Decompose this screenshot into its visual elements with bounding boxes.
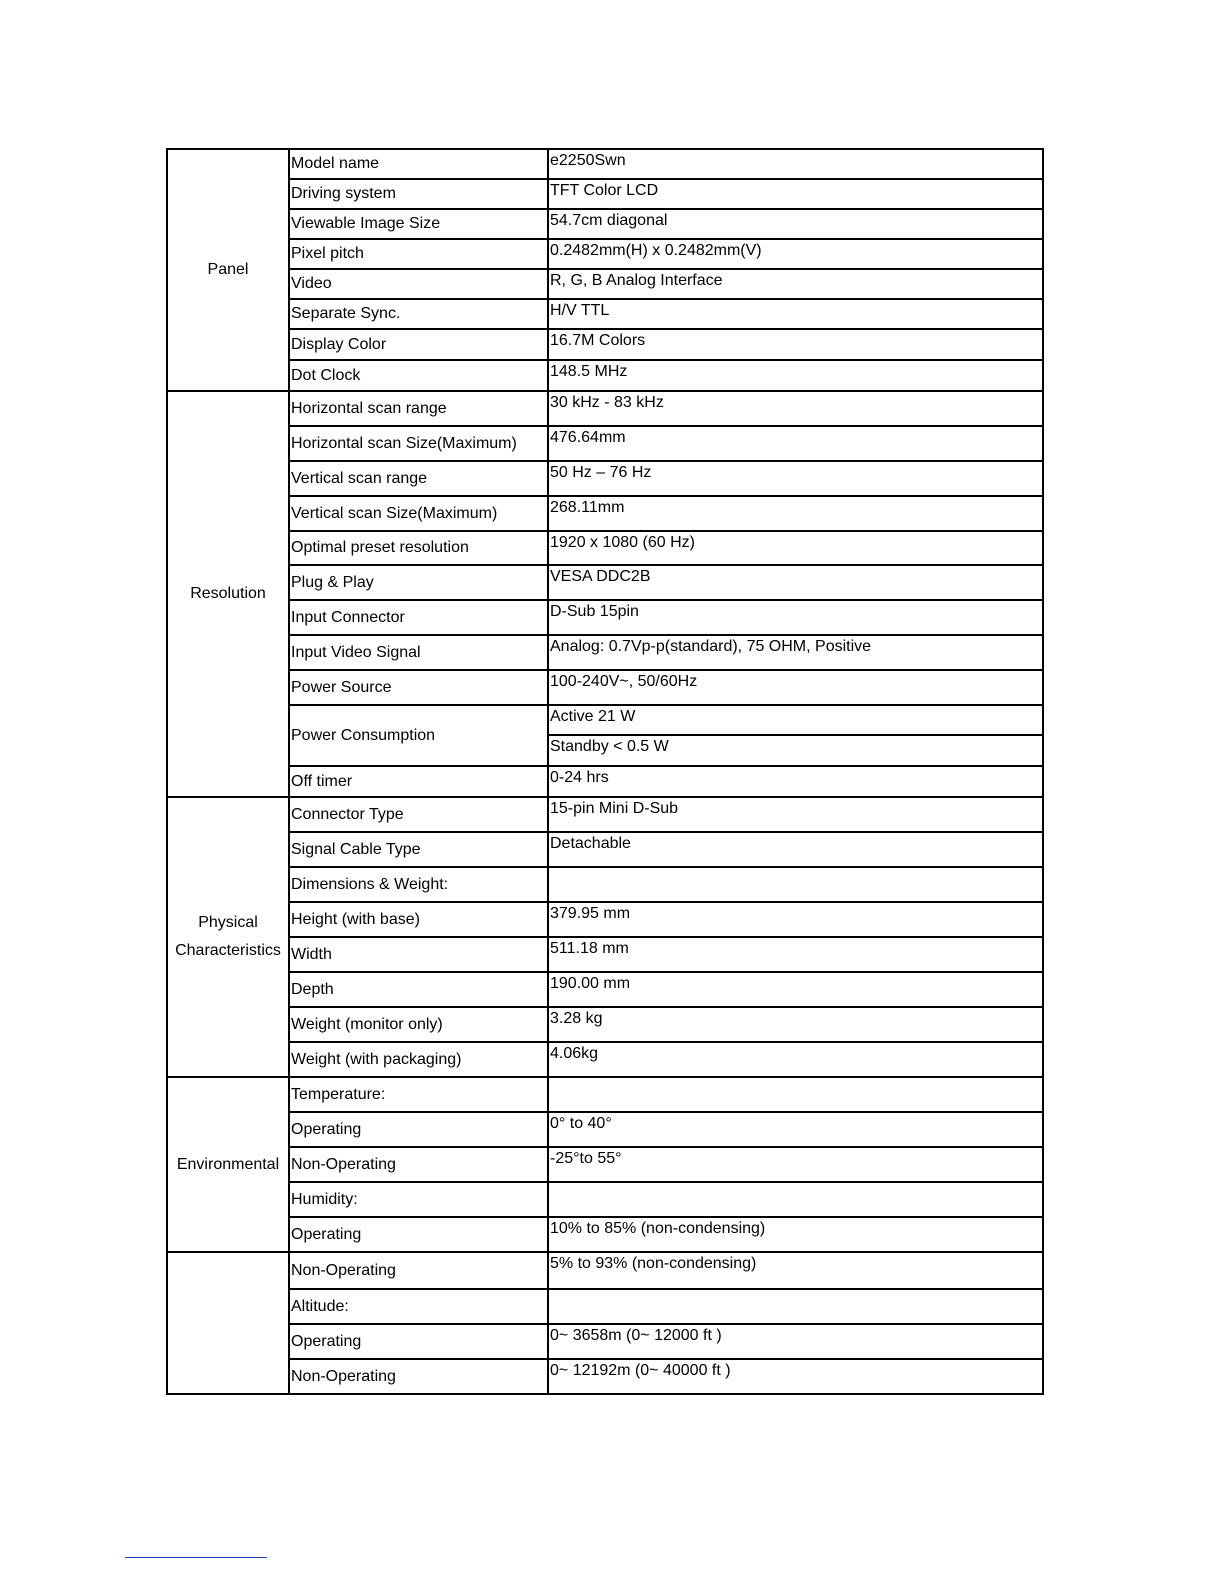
spec-label: Operating xyxy=(289,1217,548,1252)
spec-value: 100-240V~, 50/60Hz xyxy=(548,670,1043,705)
spec-label: Height (with base) xyxy=(289,902,548,937)
spec-label: Optimal preset resolution xyxy=(289,531,548,565)
section-title xyxy=(167,1252,289,1394)
table-row xyxy=(167,269,1043,299)
table-row xyxy=(167,705,1043,735)
spec-label: Horizontal scan Size(Maximum) xyxy=(289,426,548,461)
table-row xyxy=(167,299,1043,329)
section-title: Physical Characteristics xyxy=(167,797,289,1077)
table-row xyxy=(167,635,1043,670)
section-title: Environmental xyxy=(167,1077,289,1252)
spec-table-container xyxy=(166,148,1042,1395)
table-row xyxy=(167,867,1043,902)
spec-label: Weight (with packaging) xyxy=(289,1042,548,1077)
table-row xyxy=(167,902,1043,937)
spec-label: Vertical scan Size(Maximum) xyxy=(289,496,548,531)
spec-value: 5% to 93% (non-condensing) xyxy=(548,1252,1043,1289)
spec-label: Plug & Play xyxy=(289,565,548,600)
table-row xyxy=(167,391,1043,426)
spec-label: Power Source xyxy=(289,670,548,705)
table-row xyxy=(167,797,1043,832)
section-title: Resolution xyxy=(167,391,289,797)
spec-label: Vertical scan range xyxy=(289,461,548,496)
spec-label: Non-Operating xyxy=(289,1252,548,1289)
table-row xyxy=(167,209,1043,239)
table-row xyxy=(167,972,1043,1007)
spec-value: 0-24 hrs xyxy=(548,766,1043,797)
table-row xyxy=(167,670,1043,705)
table-row xyxy=(167,1324,1043,1359)
spec-label: Depth xyxy=(289,972,548,1007)
table-row xyxy=(167,1289,1043,1324)
spec-value xyxy=(548,1077,1043,1112)
spec-value: 4.06kg xyxy=(548,1042,1043,1077)
footnote-rule xyxy=(125,1557,267,1558)
spec-label: Non-Operating xyxy=(289,1147,548,1182)
table-row xyxy=(167,1182,1043,1217)
table-row xyxy=(167,179,1043,209)
table-row xyxy=(167,600,1043,635)
table-row xyxy=(167,1252,1043,1289)
table-row xyxy=(167,766,1043,797)
spec-value: 0° to 40° xyxy=(548,1112,1043,1147)
spec-value: 3.28 kg xyxy=(548,1007,1043,1042)
spec-value: 268.11mm xyxy=(548,496,1043,531)
table-row xyxy=(167,531,1043,565)
table-row xyxy=(167,1042,1043,1077)
table-row xyxy=(167,149,1043,179)
spec-label: Display Color xyxy=(289,329,548,360)
spec-value: 476.64mm xyxy=(548,426,1043,461)
spec-value: Active 21 W xyxy=(548,705,1043,735)
spec-label: Input Video Signal xyxy=(289,635,548,670)
spec-value xyxy=(548,1182,1043,1217)
spec-value: 0.2482mm(H) x 0.2482mm(V) xyxy=(548,239,1043,269)
spec-label: Model name xyxy=(289,149,548,179)
spec-label: Pixel pitch xyxy=(289,239,548,269)
table-row xyxy=(167,832,1043,867)
spec-label: Altitude: xyxy=(289,1289,548,1324)
spec-value: 50 Hz – 76 Hz xyxy=(548,461,1043,496)
spec-label: Separate Sync. xyxy=(289,299,548,329)
table-row xyxy=(167,1147,1043,1182)
spec-label: Horizontal scan range xyxy=(289,391,548,426)
spec-label: Dimensions & Weight: xyxy=(289,867,548,902)
spec-value: -25°to 55° xyxy=(548,1147,1043,1182)
spec-value: Analog: 0.7Vp-p(standard), 75 OHM, Positive xyxy=(548,635,1043,670)
spec-value: D-Sub 15pin xyxy=(548,600,1043,635)
spec-label: Connector Type xyxy=(289,797,548,832)
spec-value: 15-pin Mini D-Sub xyxy=(548,797,1043,832)
spec-value: H/V TTL xyxy=(548,299,1043,329)
spec-label: Operating xyxy=(289,1324,548,1359)
spec-label: Signal Cable Type xyxy=(289,832,548,867)
spec-label: Viewable Image Size xyxy=(289,209,548,239)
spec-table xyxy=(166,148,1044,1395)
table-row xyxy=(167,937,1043,972)
spec-label: Power Consumption xyxy=(289,705,548,766)
spec-value: TFT Color LCD xyxy=(548,179,1043,209)
spec-value: 54.7cm diagonal xyxy=(548,209,1043,239)
spec-value: Standby < 0.5 W xyxy=(548,735,1043,766)
spec-value: 0~ 12192m (0~ 40000 ft ) xyxy=(548,1359,1043,1394)
table-row xyxy=(167,1217,1043,1252)
spec-value: 30 kHz - 83 kHz xyxy=(548,391,1043,426)
section-title: Panel xyxy=(167,149,289,391)
spec-value: 148.5 MHz xyxy=(548,360,1043,391)
spec-value: 190.00 mm xyxy=(548,972,1043,1007)
spec-label: Humidity: xyxy=(289,1182,548,1217)
spec-value: R, G, B Analog Interface xyxy=(548,269,1043,299)
spec-value: 511.18 mm xyxy=(548,937,1043,972)
table-row xyxy=(167,1077,1043,1112)
spec-value: VESA DDC2B xyxy=(548,565,1043,600)
spec-value: 0~ 3658m (0~ 12000 ft ) xyxy=(548,1324,1043,1359)
spec-value xyxy=(548,1289,1043,1324)
table-row xyxy=(167,461,1043,496)
table-row xyxy=(167,565,1043,600)
table-row xyxy=(167,329,1043,360)
spec-label: Operating xyxy=(289,1112,548,1147)
table-row xyxy=(167,426,1043,461)
spec-label: Dot Clock xyxy=(289,360,548,391)
spec-label: Video xyxy=(289,269,548,299)
spec-label: Width xyxy=(289,937,548,972)
spec-value: e2250Swn xyxy=(548,149,1043,179)
table-row xyxy=(167,496,1043,531)
spec-label: Non-Operating xyxy=(289,1359,548,1394)
spec-label: Off timer xyxy=(289,766,548,797)
spec-label: Driving system xyxy=(289,179,548,209)
table-row xyxy=(167,1112,1043,1147)
spec-value: Detachable xyxy=(548,832,1043,867)
table-row xyxy=(167,1359,1043,1394)
spec-value xyxy=(548,867,1043,902)
spec-value: 10% to 85% (non-condensing) xyxy=(548,1217,1043,1252)
table-row xyxy=(167,360,1043,391)
spec-value: 1920 x 1080 (60 Hz) xyxy=(548,531,1043,565)
spec-label: Input Connector xyxy=(289,600,548,635)
spec-value: 16.7M Colors xyxy=(548,329,1043,360)
spec-label: Weight (monitor only) xyxy=(289,1007,548,1042)
spec-label: Temperature: xyxy=(289,1077,548,1112)
spec-value: 379.95 mm xyxy=(548,902,1043,937)
table-row xyxy=(167,239,1043,269)
table-row xyxy=(167,1007,1043,1042)
